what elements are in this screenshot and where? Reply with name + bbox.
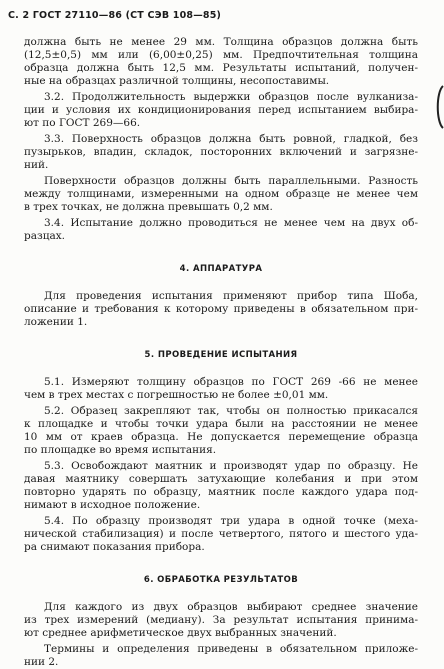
- text-line: между толщинами, измеренными на одном образце не менее чем: [24, 188, 418, 200]
- text-line: ные на образцах различной толщины, несопоставимы.: [24, 75, 330, 87]
- text-line: ции и условия их кондиционирования перед испытанием выбира-: [24, 104, 418, 116]
- text-line: ют среднее арифметическое двух выбранных значений.: [24, 627, 337, 639]
- paragraph: [24, 405, 418, 457]
- text-line: 10 мм от краев образца. Не допускается перемещение образца: [24, 431, 418, 443]
- margin-bracket-mark: [432, 84, 444, 130]
- text-line: давая маятнику совершать затухающие колебания и при этом: [24, 473, 418, 485]
- text-line: 5.4. По образцу производят три удара в одной точке (меха-: [44, 515, 418, 527]
- document-body: [24, 36, 418, 669]
- text-line: Поверхности образцов должны быть параллельными. Разность: [44, 175, 418, 187]
- text-line: по площадке во время испытания.: [24, 444, 217, 456]
- text-line: в трех точках, не должна превышать 0,2 мм.: [24, 201, 273, 213]
- paragraph: [24, 376, 418, 402]
- paragraph: [24, 217, 418, 243]
- text-line: ний.: [24, 159, 49, 171]
- text-line: к площадке и чтобы точки удара были на расстоянии не менее: [24, 418, 418, 430]
- paragraph: [24, 515, 418, 554]
- paragraph: [24, 460, 418, 512]
- text-line: нии 2.: [24, 656, 59, 668]
- text-line: нимают в исходное положение.: [24, 499, 201, 511]
- text-line: Для проведения испытания применяют прибор типа Шоба,: [44, 290, 418, 302]
- paragraph: [24, 36, 418, 88]
- paragraph: [24, 290, 418, 329]
- text-line: 5.2. Образец закрепляют так, чтобы он полностью прикасался: [44, 405, 418, 417]
- section-title: 5. ПРОВЕДЕНИЕ ИСПЫТАНИЯ: [144, 350, 298, 360]
- running-header: С. 2 ГОСТ 27110—86 (СТ СЭВ 108—85): [8, 10, 222, 21]
- text-line: повторно ударять по образцу, маятник после каждого удара под-: [24, 486, 418, 498]
- text-line: ют по ГОСТ 269—66.: [24, 117, 141, 129]
- text-line: 3.3. Поверхность образцов должна быть ровной, гладкой, без: [44, 133, 418, 145]
- paragraph: [24, 601, 418, 640]
- text-line: из трех измерений (медиану). За результат испытания принима-: [24, 614, 418, 626]
- paragraph: [24, 175, 418, 214]
- text-line: должна быть не менее 29 мм. Толщина образцов должна быть: [24, 36, 418, 48]
- text-line: разцах.: [24, 230, 65, 242]
- paragraph: [24, 133, 418, 172]
- text-line: 3.2. Продолжительность выдержки образцов после вулканиза-: [44, 91, 418, 103]
- text-line: ложении 1.: [24, 316, 88, 328]
- text-line: (12,5±0,5) мм или (6,00±0,25) мм. Предпочтительная толщина: [24, 49, 418, 61]
- text-line: ра снимают показания прибора.: [24, 541, 205, 553]
- text-line: 5.3. Освобождают маятник и производят удар по образцу. Не: [44, 460, 418, 472]
- section-title: 6. ОБРАБОТКА РЕЗУЛЬТАТОВ: [143, 575, 299, 585]
- text-line: Термины и определения приведены в обязательном приложе-: [44, 643, 418, 655]
- text-line: Для каждого из двух образцов выбирают среднее значение: [44, 601, 418, 613]
- text-line: чем в трех местах с погрешностью не более ±0,01 мм.: [24, 389, 329, 401]
- text-line: образца должна быть 12,5 мм. Результаты испытаний, получен-: [24, 62, 418, 74]
- paragraph: [24, 91, 418, 130]
- text-line: описание и требования к которому приведены в обязательном при-: [24, 303, 418, 315]
- text-line: 5.1. Измеряют толщину образцов по ГОСТ 269 -66 не менее: [44, 376, 418, 388]
- text-line: нической стабилизация) и после четвертого, пятого и шестого уда-: [24, 528, 418, 540]
- text-line: 3.4. Испытание должно проводиться не менее чем на двух об-: [44, 217, 418, 229]
- section-title: 4. АППАРАТУРА: [179, 264, 263, 274]
- text-line: пузырьков, впадин, складок, посторонних включений и загрязне-: [24, 146, 418, 158]
